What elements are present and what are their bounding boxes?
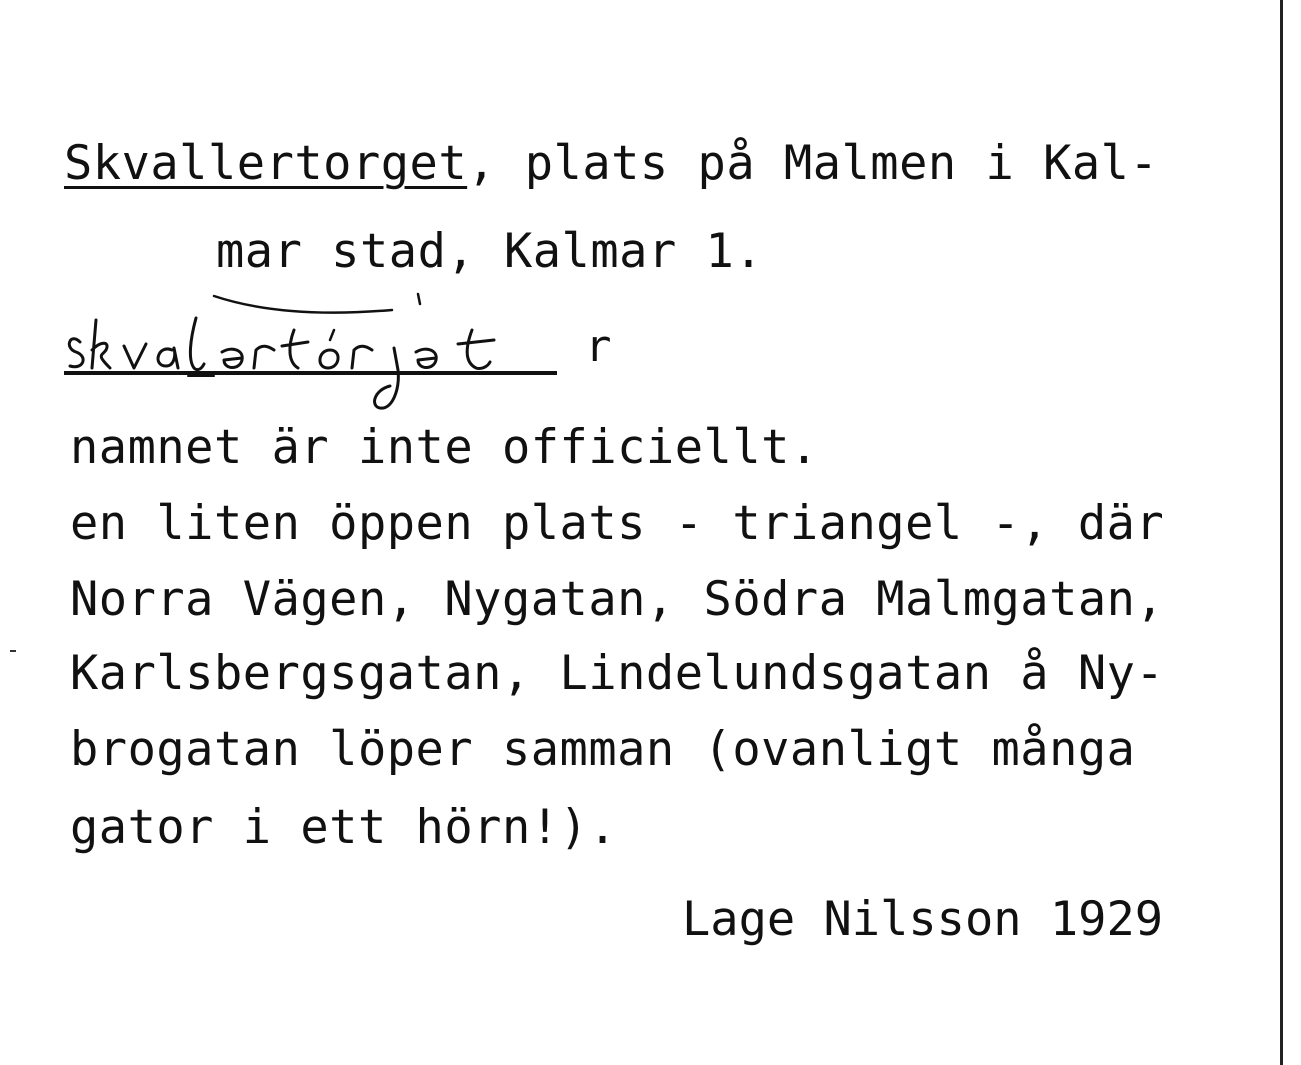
card-speck — [10, 650, 16, 652]
body-line: brogatan löper samman (ovanligt många — [70, 722, 1136, 777]
body-line: gator i ett hörn!). — [70, 800, 618, 855]
entry-headword: Skvallertorget — [64, 136, 468, 191]
signature: Lage Nilsson 1929 — [682, 892, 1164, 947]
body-line: Norra Vägen, Nygatan, Södra Malmgatan, — [70, 572, 1165, 627]
entry-line-1 — [64, 136, 1159, 191]
pronunciation-mark: r — [585, 321, 612, 372]
body-line: en liten öppen plats - triangel -, där — [70, 496, 1165, 551]
entry-definition: , plats på Malmen i Kal- — [467, 136, 1159, 191]
entry-line-2: mar stad, Kalmar 1. — [216, 224, 764, 279]
pronunciation-underline — [64, 371, 557, 375]
body-line: namnet är inte officiellt. — [70, 420, 819, 475]
card-edge-line — [1280, 0, 1283, 1065]
handwritten-pronunciation — [62, 290, 562, 420]
body-line: Karlsbergsgatan, Lindelundsgatan å Ny- — [70, 646, 1165, 701]
